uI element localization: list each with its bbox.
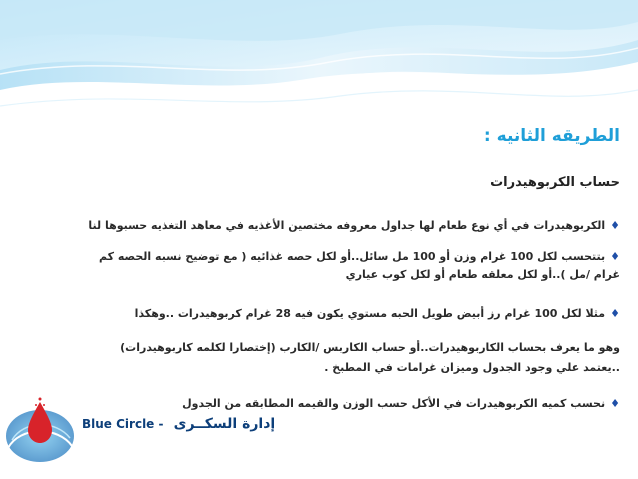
paragraph-text: نحسب كميه الكربوهيدرات في الأكل حسب الوزن والقيمه المطابقه من الجدول <box>182 397 606 410</box>
paragraph-2-line-2: غرام /مل )..أو لكل معلقه طعام أو لكل كوب عياري <box>345 268 620 281</box>
diamond-bullet-icon: ♦ <box>610 250 620 263</box>
paragraph-1 <box>88 218 620 234</box>
slide-title: الطريقه الثانيه : <box>483 126 620 146</box>
paragraph-text: الكربوهيدرات في أي نوع طعام لها جداول معروفه مختصين الأغذيه في معاهد التغذيه حسبوها لنا <box>88 219 606 232</box>
diamond-bullet-icon: ♦ <box>610 397 620 410</box>
paragraph-3 <box>135 306 620 322</box>
logo-english-text: Blue Circle - <box>82 417 164 431</box>
paragraph-text: مثلا لكل 100 غرام رز أبيض طويل الحبه مستوي يكون فيه 28 غرام كربوهيدرات ..وهكذا <box>134 307 606 320</box>
paragraph-5 <box>182 396 620 412</box>
paragraph-4-line-2: ..يعتمد علي وجود الجدول وميزان غرامات في المطبخ . <box>324 361 620 374</box>
blue-circle-drop-logo-icon <box>0 396 240 479</box>
paragraph-text: بتتحسب لكل 100 غرام وزن أو 100 مل سائل..أو لكل حصه غذائيه ( مع توضيح نسبه الحصه كم <box>99 250 606 263</box>
logo-wordmark <box>82 416 275 432</box>
paragraph-4: وهو ما يعرف بحساب الكاربوهيدرات..أو حساب الكاربس /الكارب (إختصارا لكلمه كاربوهيدرات) <box>120 341 620 354</box>
header-wave-decoration <box>0 0 638 118</box>
logo-arabic-text: إدارة السكــرى <box>173 416 276 432</box>
slide-subtitle: حساب الكربوهيدرات <box>490 175 620 190</box>
diamond-bullet-icon: ♦ <box>610 219 620 232</box>
paragraph-2 <box>99 249 620 265</box>
diamond-bullet-icon: ♦ <box>610 307 620 320</box>
